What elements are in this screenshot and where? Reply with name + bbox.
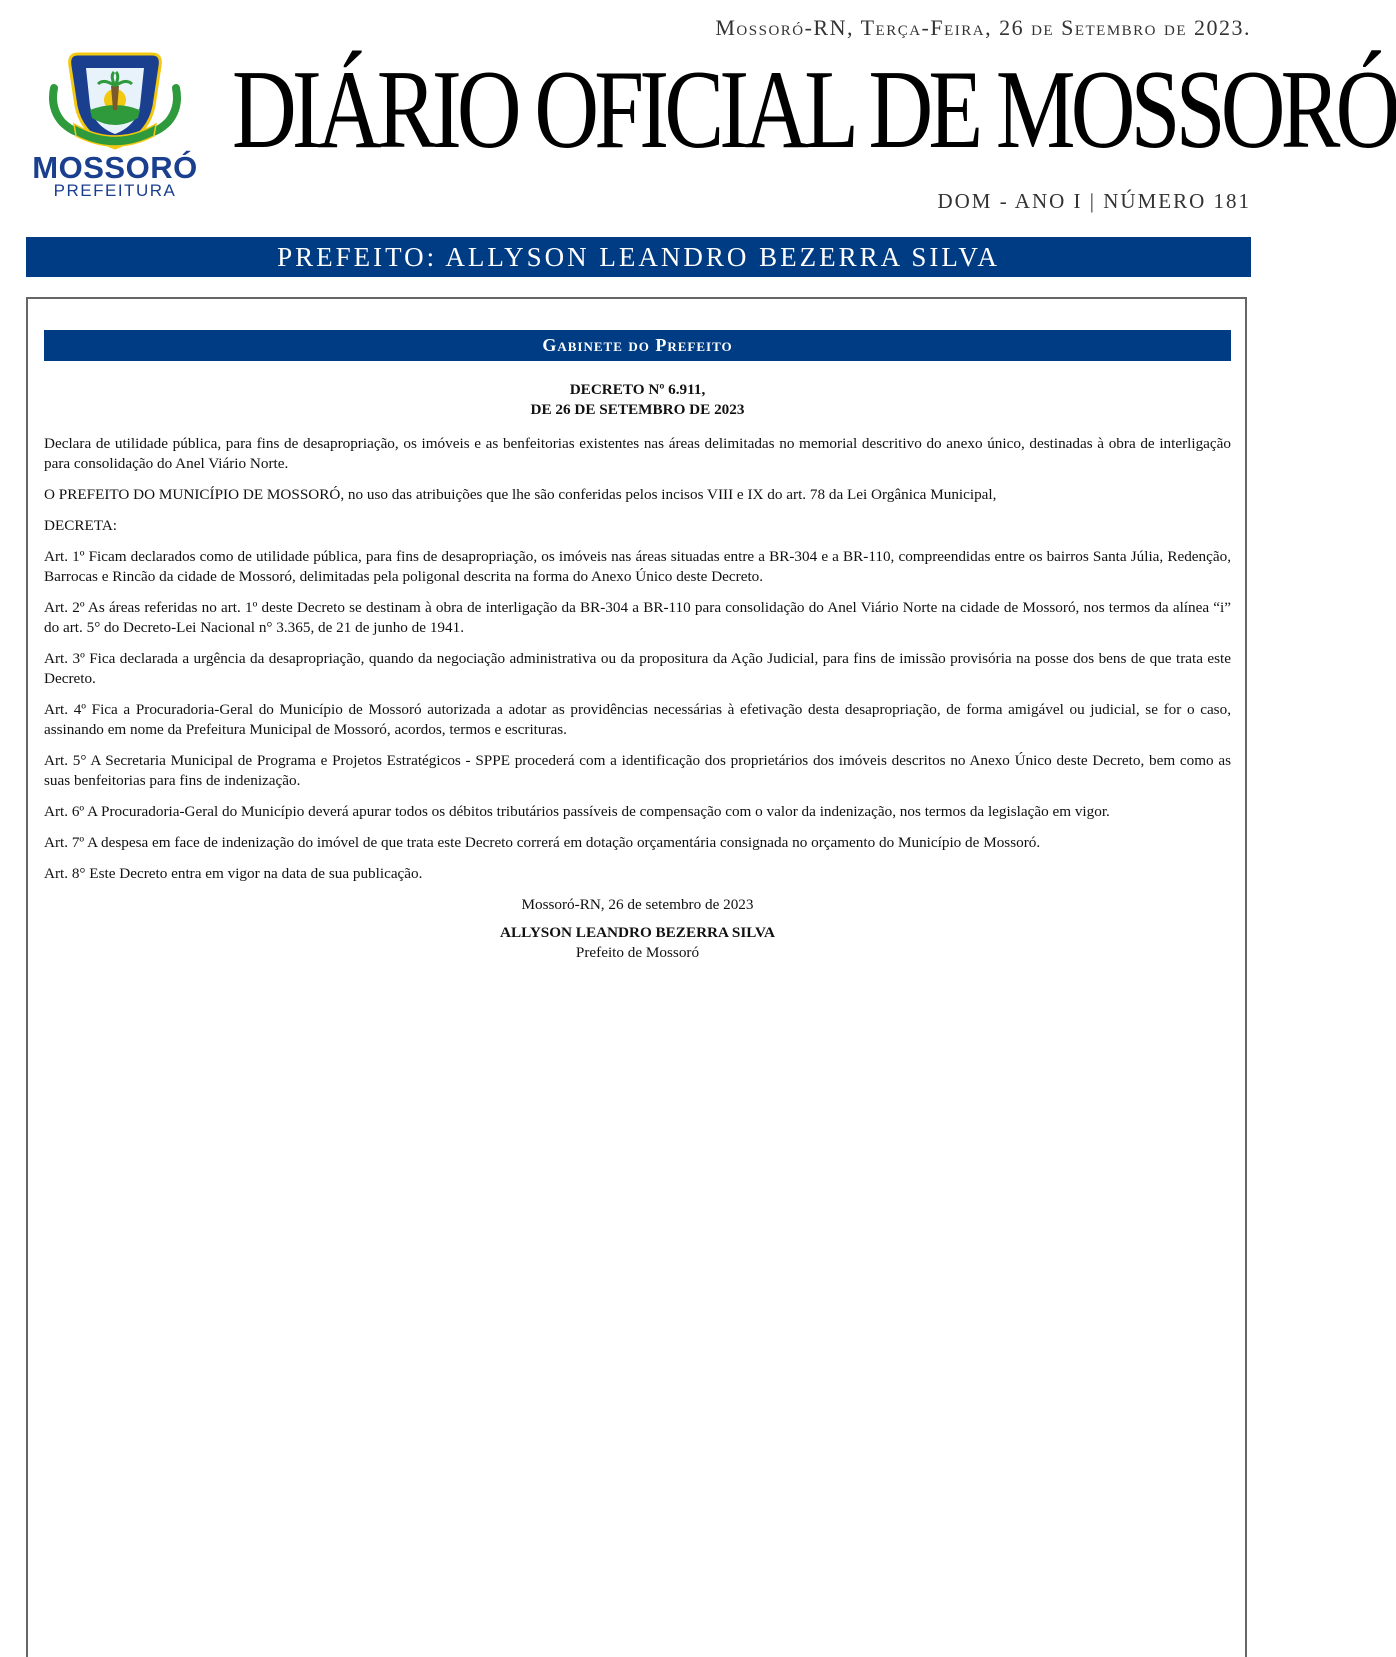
masthead-title: DIÁRIO OFICIAL DE MOSSORÓ (232, 48, 1396, 172)
article-2: Art. 2º As áreas referidas no art. 1º deste Decreto se destinam à obra de interligação da BR-304 a BR-110 para consolidação do Anel Viário Norte na cidade de Mossoró, nos termos da alínea “i” do art. 5° do Decreto-Lei Nacional n° 3.365, de 21 de junho de 1941. (44, 599, 1231, 636)
signature-name: ALLYSON LEANDRO BEZERRA SILVA (499, 924, 776, 941)
decree-ementa: Declara de utilidade pública, para fins de desapropriação, os imóveis e as benfeitorias existentes nas áreas delimitadas no memorial descritivo do anexo único, destinadas à obra de interligação para consolidação do Anel Viário Norte. (44, 435, 1231, 472)
logo-subtitle: PREFEITURA (53, 181, 177, 200)
masthead (232, 40, 1396, 175)
prefeitura-logo (26, 48, 204, 203)
article-1: Art. 1º Ficam declarados como de utilidade pública, para fins de desapropriação, os imóveis nas áreas situadas entre a BR-304 e a BR-110, compreendidas entre os bairros Santa Júlia, Redenção, Barrocas e Rincão da cidade de Mossoró, delimitadas pela poligonal descrita na forma do Anexo Único deste Decreto. (44, 548, 1231, 585)
signature-place-date: Mossoró-RN, 26 de setembro de 2023 (521, 896, 754, 913)
article-8: Art. 8° Este Decreto entra em vigor na data de sua publicação. (44, 865, 423, 882)
logo-wordmark: MOSSORÓ (32, 150, 198, 185)
issue-dateline: Mossoró-RN, Terça-Feira, 26 de Setembro de 2023. (715, 15, 1251, 40)
coat-of-arms-icon (48, 48, 182, 152)
edition-number: DOM - ANO I | NÚMERO 181 (937, 189, 1251, 213)
article-7: Art. 7º A despesa em face de indenização do imóvel de que trata este Decreto correrá em dotação orçamentária consignada no orçamento do Município de Mossoró. (44, 834, 1041, 851)
mayor-banner: PREFEITO: ALLYSON LEANDRO BEZERRA SILVA (26, 237, 1251, 277)
decree-enactment: DECRETA: (44, 517, 118, 534)
article-5: Art. 5° A Secretaria Municipal de Programa e Projetos Estratégicos - SPPE procederá com a identificação dos proprietários dos imóveis descritos no Anexo Único deste Decreto, bem como as suas benfeitorias para fins de indenização. (44, 752, 1231, 789)
decree-body (44, 380, 1231, 963)
decree-title (44, 380, 1231, 420)
article-3: Art. 3º Fica declarada a urgência da desapropriação, quando da negociação administrativa ou da propositura da Ação Judicial, para fins de imissão provisória na posse dos bens de que trata este Decreto. (44, 650, 1231, 687)
decree-title-date: DE 26 DE SETEMBRO DE 2023 (530, 401, 745, 418)
article-6: Art. 6º A Procuradoria-Geral do Município deverá apurar todos os débitos tributários passíveis de compensação com o valor da indenização, nos termos da legislação em vigor. (44, 803, 1110, 820)
decree-title-number: DECRETO Nº 6.911, (569, 381, 706, 398)
signature-role: Prefeito de Mossoró (575, 944, 700, 961)
section-header: Gabinete do Prefeito (44, 330, 1231, 361)
decree-preamble: O PREFEITO DO MUNICÍPIO DE MOSSORÓ, no uso das atribuições que lhe são conferidas pelos incisos VIII e IX do art. 78 da Lei Orgânica Municipal, (44, 486, 997, 503)
article-4: Art. 4º Fica a Procuradoria-Geral do Município de Mossoró autorizada a adotar as providências necessárias à efetivação desta desapropriação, de forma amigável ou judicial, se for o caso, assinando em nome da Prefeitura Municipal de Mossoró, acordos, termos e escrituras. (44, 701, 1231, 738)
